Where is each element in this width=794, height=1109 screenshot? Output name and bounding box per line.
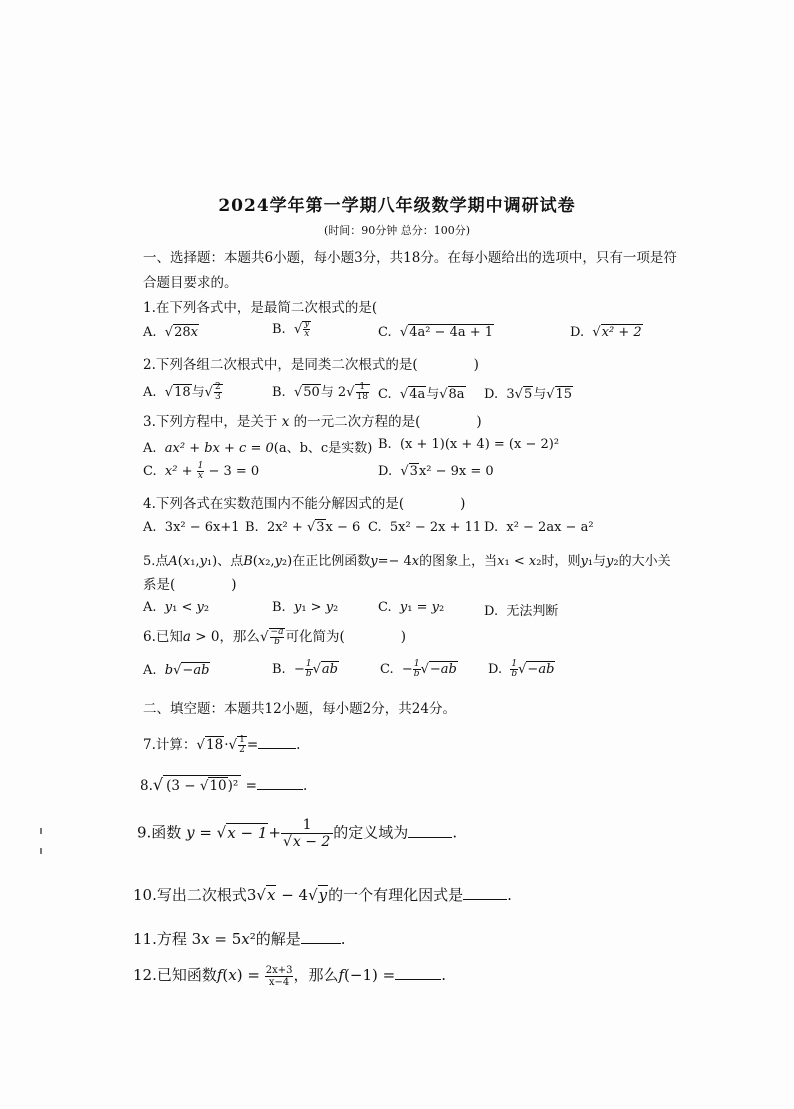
question-2-option-a: A. √18与√ $\frac{2}{3}$ bbox=[143, 382, 221, 402]
question-11: 11.方程 3x = 5x²的解是 . bbox=[133, 930, 346, 948]
section1-heading-line1: 一、选择题：本题共6小题，每小题3分，共18分。在每小题给出的选项中，只有一项是符 bbox=[143, 250, 677, 266]
question-5-stem-line2: 系是( ) bbox=[143, 577, 237, 593]
question-5-option-b: B. y₁ > y₂ bbox=[272, 600, 339, 615]
exam-subtitle: (时间：90分钟 总分：100分) bbox=[323, 224, 471, 237]
question-2-option-c: C. √4a与√8a bbox=[378, 387, 465, 402]
question-1-option-d: D. √x² + 2 bbox=[570, 325, 642, 340]
scan-mark bbox=[40, 828, 42, 834]
question-3-option-a: A. ax² + bx + c = 0(a、b、c是实数) bbox=[143, 441, 373, 456]
question-2-stem: 2.下列各组二次根式中，是同类二次根式的是( ) bbox=[143, 357, 479, 373]
answer-blank-12[interactable] bbox=[395, 979, 441, 980]
question-1-option-c: C. √4a² − 4a + 1 bbox=[378, 325, 494, 340]
question-8: 8.√ (3 − √10)² = . bbox=[140, 775, 308, 794]
question-3-option-d: D. √3x² − 9x = 0 bbox=[378, 464, 494, 479]
question-5-option-a: A. y₁ < y₂ bbox=[143, 600, 210, 615]
question-6-option-a: A. b√−ab bbox=[143, 663, 210, 678]
section2-heading: 二、填空题：本题共12小题，每小题2分，共24分。 bbox=[143, 701, 456, 717]
question-7: 7.计算：√18·√ $\frac{1}{2}$ = . bbox=[143, 735, 301, 755]
question-4-option-a: A. 3x² − 6x+1 bbox=[143, 520, 240, 535]
question-5-stem-line1: 5.点A(x₁,y₁)、点B(x₂,y₂)在正比例函数y=− 4x的图象上，当x₁ < x₂时，则y₁与y₂的大小关 bbox=[143, 554, 671, 569]
question-6-option-c: C. − $\frac{1}{b}$ √−ab bbox=[380, 659, 457, 679]
scan-mark bbox=[40, 848, 42, 854]
question-10: 10.写出二次根式3√x − 4√y的一个有理化因式是 . bbox=[133, 886, 512, 904]
question-1-option-a: A. √28x bbox=[143, 325, 198, 340]
question-3-option-c: C. x² + $\frac{1}{x}$ − 3 = 0 bbox=[143, 461, 260, 481]
answer-blank-8[interactable] bbox=[257, 789, 303, 790]
question-1-option-b: B. √ $\frac{y}{x}$ bbox=[272, 319, 310, 339]
question-3-stem: 3.下列方程中，是关于 x 的一元二次方程的是( ) bbox=[143, 414, 482, 430]
question-6-option-b: B. − $\frac{1}{b}$ √ab bbox=[272, 659, 338, 679]
question-3-option-b: B. (x + 1)(x + 4) = (x − 2)² bbox=[378, 437, 560, 452]
answer-blank-10[interactable] bbox=[463, 899, 507, 900]
section1-heading-line2: 合题目要求的。 bbox=[143, 275, 238, 291]
question-4-option-c: C. 5x² − 2x + 11 bbox=[368, 520, 482, 535]
question-4-option-d: D. x² − 2ax − a² bbox=[484, 520, 594, 535]
question-2-option-b: B. √50与 2√ $\frac{1}{18}$ bbox=[272, 382, 368, 402]
exam-title: 2024学年第一学期八年级数学期中调研试卷 bbox=[218, 196, 576, 216]
question-5-option-d: D. 无法判断 bbox=[484, 604, 559, 619]
question-4-option-b: B. 2x² + √3x − 6 bbox=[245, 520, 361, 535]
question-2-option-d: D. 3√5与√15 bbox=[484, 387, 573, 402]
question-4-stem: 4.下列各式在实数范围内不能分解因式的是( ) bbox=[143, 496, 466, 512]
answer-blank-11[interactable] bbox=[301, 943, 341, 944]
answer-blank-9[interactable] bbox=[408, 837, 452, 838]
question-12: 12.已知函数f(x) = $\frac{2x+3}{x-4}$ ，那么f(−1) = . bbox=[133, 964, 446, 988]
question-5-option-c: C. y₁ = y₂ bbox=[378, 600, 445, 615]
answer-blank-7[interactable] bbox=[258, 748, 296, 749]
question-9: 9.函数 y = √x − 1+ $\frac{1}{√x - 2}$ 的定义域为 . bbox=[137, 817, 458, 850]
question-6-stem: 6.已知a > 0，那么√ $\frac{-a}{b}$ 可化简为( ) bbox=[143, 627, 407, 647]
question-6-option-d: D. $\frac{1}{b}$ √−ab bbox=[488, 659, 555, 679]
question-1-stem: 1.在下列各式中，是最简二次根式的是( bbox=[143, 300, 378, 316]
